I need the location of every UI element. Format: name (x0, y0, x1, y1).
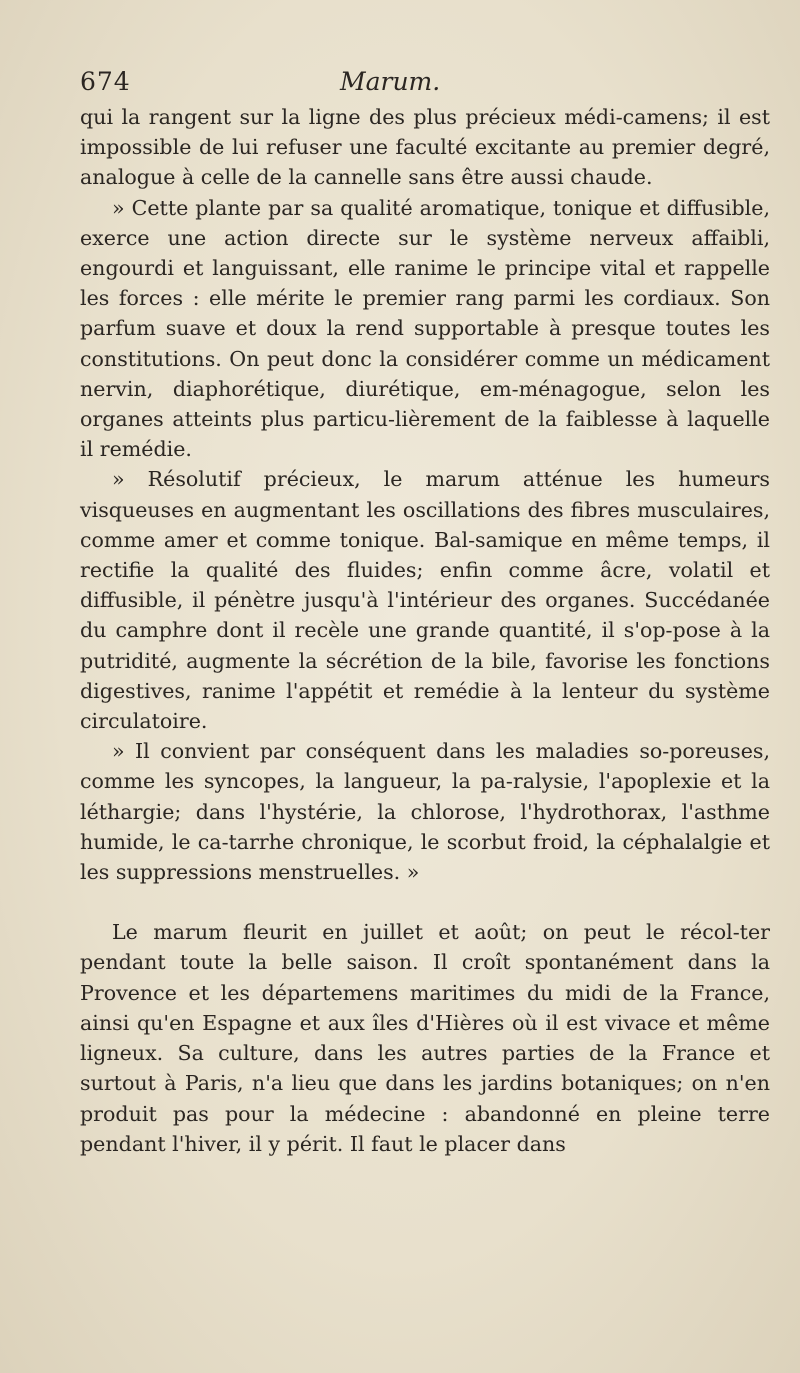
page-number: 674 (80, 67, 131, 96)
paragraph-flowering-culture: Le marum fleurit en juillet et août; on peut le récol-ter pendant toute la belle saison. Il croît spontanément dans la Provence et les départemens maritimes du midi de la France, ainsi qu'en Espagne et aux îles d'Hières où il est vivace et même ligneux. Sa culture, dans les autres parties de la France et surtout à Paris, n'a lieu que dans les jardins botaniques; on n'en produit pas pour la médecine : abandonné en pleine terre pendant l'hiver, il y périt. Il faut le placer dans (80, 920, 770, 1156)
paragraph-spacer (80, 887, 770, 917)
paragraph-continuation: qui la rangent sur la ligne des plus précieux médi-camens; il est impossible de lui refuser une faculté excitante au premier degré, analogue à celle de la cannelle sans être aussi chaude. (80, 105, 770, 190)
paragraph-plant-qualities: » Cette plante par sa qualité aromatique, tonique et diffusible, exerce une action directe sur le système nerveux affaibli, engourdi et languissant, elle ranime le principe vital et rappelle les forces : elle mérite le premier rang parmi les cordiaux. Son parfum suave et doux la rend supportable à presque toutes les constitutions. On peut donc la considérer comme un médicament nervin, diaphorétique, diurétique, em-ménagogue, selon les organes atteints plus particu-lièrement de la faiblesse à laquelle il remédie. (80, 195, 770, 462)
running-head (80, 62, 770, 102)
body-text (80, 102, 770, 1159)
paragraph-resolutif: » Résolutif précieux, le marum atténue les humeurs visqueuses en augmentant les oscillations des fibres musculaires, comme amer et comme tonique. Bal-samique en même temps, il rectifie la qualité des fluides; enfin comme âcre, volatil et diffusible, il pénètre jusqu'à l'intérieur des organes. Succédanée du camphre dont il recèle une grande quantité, il s'op-pose à la putridité, augmente la sécrétion de la bile, favorise les fonctions digestives, ranime l'appétit et remédie à la lenteur du système circulatoire. (80, 467, 770, 734)
paragraph-indications: » Il convient par conséquent dans les maladies so-poreuses, comme les syncopes, la langueur, la pa-ralysie, l'apoplexie et la léthargie; dans l'hystérie, la chlorose, l'hydrothorax, l'asthme humide, le ca-tarrhe chronique, le scorbut froid, la céphalalgie et les suppressions menstruelles. » (80, 739, 770, 885)
running-title: Marum. (340, 67, 441, 96)
